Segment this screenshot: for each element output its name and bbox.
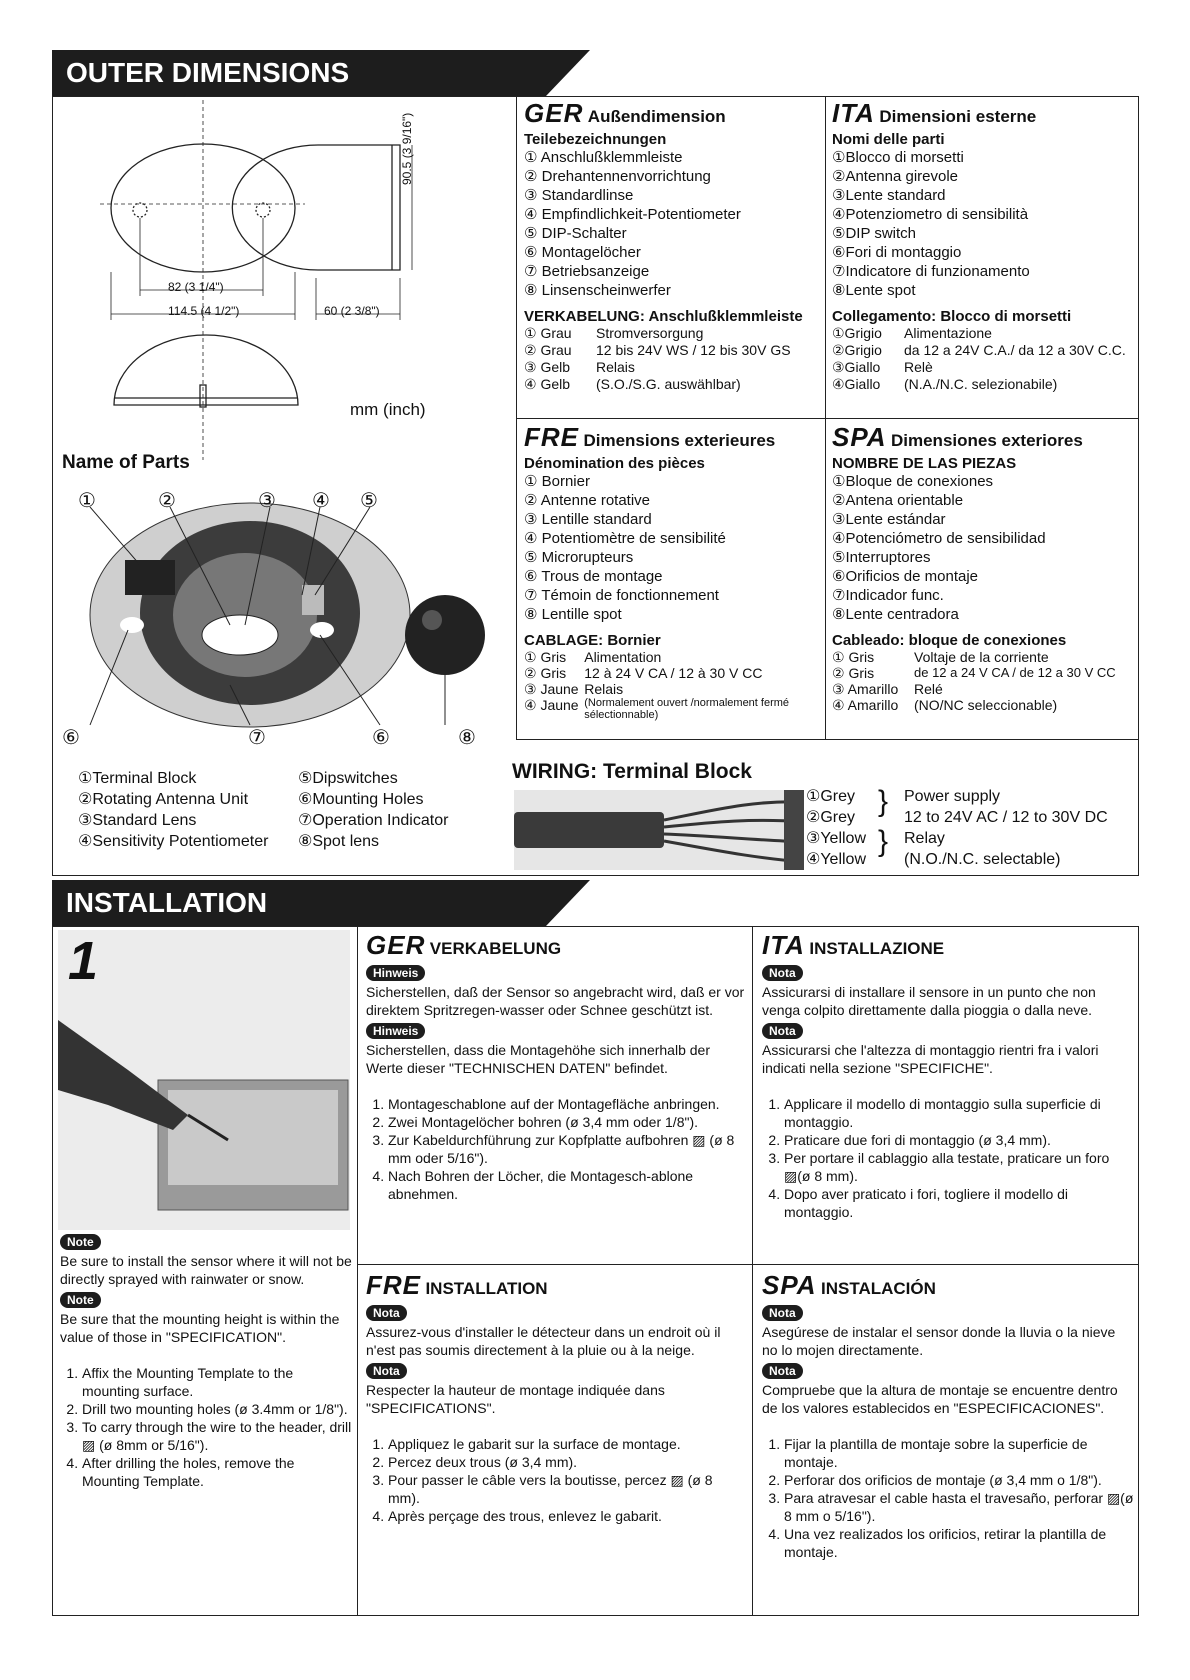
- part-item: ③Lente standard: [832, 187, 946, 204]
- part-item: ④Potenziometro di sensibilità: [832, 206, 1029, 223]
- section-title: INSTALLATION: [425, 1279, 548, 1298]
- note-badge: Hinweis: [366, 1023, 425, 1039]
- part-item: ① Bornier: [524, 473, 590, 490]
- wire-item: ②Grey: [806, 809, 856, 826]
- spa-block: [832, 422, 1132, 713]
- note-badge: Hinweis: [366, 965, 425, 981]
- part-item: ⑤ Microrupteurs: [524, 549, 634, 566]
- voltage-label: 12 à 24 V CA / 12 à 30 V CC: [584, 665, 763, 681]
- part-item: ④ Potentiomètre de sensibilité: [524, 530, 726, 547]
- note-text: Assicurarsi di installare il sensore in un punto che non venga colpito direttamente dalla pioggia o dalla neve.: [762, 984, 1096, 1018]
- step-item: 1. Appliquez le gabarit sur la surface de montage.: [388, 1435, 746, 1453]
- install-divider-v2: [752, 926, 753, 1616]
- relay-select-label: (N.A./N.C. selezionabile): [904, 376, 1058, 392]
- wire-item: ② Grau: [524, 342, 572, 358]
- power-label: Alimentation: [584, 649, 662, 665]
- step-item: 4. Nach Bohren der Löcher, die Montagesch-ablone abnehmen.: [388, 1167, 746, 1203]
- relay-label: Relé: [914, 681, 943, 697]
- fre-block: [524, 422, 820, 721]
- wire-item: ① Gris: [524, 649, 567, 665]
- install-ger: [366, 930, 746, 1203]
- lang-code: SPA: [762, 1270, 817, 1300]
- parts-title: Name of Parts: [62, 452, 190, 473]
- section-title: INSTALACIÓN: [820, 1279, 936, 1298]
- note-text: Sicherstellen, dass die Montagehöhe sich innerhalb der Werte dieser "TECHNISCHEN DATEN" befindet.: [366, 1042, 710, 1076]
- install-photo: [58, 930, 350, 1230]
- relay-select-label: (S.O./S.G. auswählbar): [596, 376, 741, 392]
- part-item: ⑤Dipswitches: [298, 770, 398, 787]
- wire-item: ④Giallo: [832, 376, 881, 392]
- wiring-specs: [904, 786, 1108, 870]
- part-item: ⑦ Témoin de fonctionnement: [524, 587, 719, 604]
- part-item: ⑦Indicador func.: [832, 587, 944, 604]
- section-title: Dimensioni esterne: [879, 107, 1037, 126]
- wire-item: ① Gris: [832, 649, 875, 665]
- callout-6a: ⑥: [62, 727, 80, 749]
- step-item: 4. Dopo aver praticato i fori, togliere il modello di montaggio.: [784, 1185, 1134, 1221]
- parts-list-col2: [298, 768, 448, 852]
- ita-block: [832, 98, 1132, 393]
- lang-code: FRE: [366, 1270, 421, 1300]
- drill-illustration: [58, 930, 350, 1230]
- note-text: Assicurarsi che l'altezza di montaggio rientri fra i valori indicati nella sezione "SPECIFICHE".: [762, 1042, 1099, 1076]
- part-item: ⑧Spot lens: [298, 833, 380, 850]
- install-en: [60, 1230, 352, 1490]
- relay-select-label: (N.O./N.C. selectable): [904, 851, 1061, 868]
- wire-item: ② Gris: [832, 665, 875, 681]
- dim-82: 82 (3 1/4"): [168, 280, 224, 294]
- part-item: ②Antena orientable: [832, 492, 964, 509]
- section-title: Dimensiones exteriores: [890, 431, 1083, 450]
- install-divider-h: [357, 1264, 1139, 1265]
- install-fre: [366, 1270, 746, 1525]
- part-item: ⑧ Linsenscheinwerfer: [524, 282, 671, 299]
- wire-item: ④ Gelb: [524, 376, 571, 392]
- part-item: ⑤Interruptores: [832, 549, 931, 566]
- lang-code: GER: [524, 98, 584, 128]
- brace-glyphs: } }: [878, 785, 889, 858]
- relay-select-label: (Normalement ouvert /normalement fermé sélectionnable): [584, 697, 790, 721]
- parts-heading: Nomi delle parti: [832, 131, 945, 148]
- callout-4: ④: [312, 490, 330, 512]
- step-item: 2. Perforar dos orificios de montaje (ø 3,4 mm o 1/8").: [784, 1471, 1134, 1489]
- part-item: ⑦ Betriebsanzeige: [524, 263, 650, 280]
- parts-list-col1: [78, 768, 268, 852]
- cable-illustration: [514, 790, 804, 870]
- note-text: Be sure to install the sensor where it will not be directly sprayed with rainwater or snow.: [60, 1253, 352, 1287]
- wiring-heading: CABLAGE: Bornier: [524, 632, 661, 649]
- step-list: [60, 1364, 352, 1490]
- wiring-wires: [806, 786, 866, 870]
- relay-label: Relè: [904, 359, 933, 375]
- step-item: 1. Montageschablone auf der Montagefläche anbringen.: [388, 1095, 746, 1113]
- wiring-heading: VERKABELUNG: Anschlußklemmleiste: [524, 308, 803, 325]
- note-badge: Nota: [762, 1363, 803, 1379]
- dim-60: 60 (2 3/8"): [324, 304, 380, 318]
- banner-title: INSTALLATION: [66, 887, 268, 918]
- part-item: ⑤ DIP-Schalter: [524, 225, 627, 242]
- voltage-label: de 12 a 24 V CA / de 12 a 30 V CC: [914, 665, 1116, 680]
- part-item: ④Sensitivity Potentiometer: [78, 833, 269, 850]
- parts-illustration: [70, 485, 490, 745]
- parts-heading: NOMBRE DE LAS PIEZAS: [832, 455, 1017, 472]
- note-text: Be sure that the mounting height is within the value of those in "SPECIFICATION".: [60, 1311, 340, 1345]
- relay-select-label: (NO/NC seleccionable): [914, 697, 1058, 713]
- note-badge: Nota: [762, 965, 803, 981]
- wire-item: ②Grigio: [832, 342, 882, 358]
- note-badge: Nota: [762, 1023, 803, 1039]
- wire-item: ③ Amarillo: [832, 681, 899, 697]
- part-item: ②Antenna girevole: [832, 168, 959, 185]
- power-label: Power supply: [904, 788, 1001, 805]
- wire-item: ④ Jaune: [524, 697, 579, 713]
- step-item: 1. Applicare il modello di montaggio sulla superficie di montaggio.: [784, 1095, 1134, 1131]
- wire-item: ④ Amarillo: [832, 697, 899, 713]
- callout-3: ③: [258, 490, 276, 512]
- part-item: ⑥Mounting Holes: [298, 791, 424, 808]
- part-item: ④ Empfindlichkeit-Potentiometer: [524, 206, 741, 223]
- step-item: 3. To carry through the wire to the header, drill ▨ (ø 8mm or 5/16").: [82, 1418, 352, 1454]
- note-badge: Nota: [366, 1305, 407, 1321]
- parts-heading: Teilebezeichnungen: [524, 131, 667, 148]
- step-item: 1. Fijar la plantilla de montaje sobre la superficie de montaje.: [784, 1435, 1134, 1471]
- step-item: 4. After drilling the holes, remove the Mounting Template.: [82, 1454, 352, 1490]
- part-item: ⑦Operation Indicator: [298, 812, 449, 829]
- unit-label: mm (inch): [350, 400, 426, 419]
- lang-code: GER: [366, 930, 426, 960]
- relay-label: Relais: [596, 359, 635, 375]
- callout-6b: ⑥: [372, 727, 390, 749]
- callout-5: ⑤: [360, 490, 378, 512]
- part-item: ② Drehantennenvorrichtung: [524, 168, 711, 185]
- wire-item: ①Grigio: [832, 325, 882, 341]
- step-item: 2. Zwei Montagelöcher bohren (ø 3,4 mm oder 1/8").: [388, 1113, 746, 1131]
- dim-90: 90.5 (3 9/16"): [400, 112, 414, 185]
- callout-7: ⑦: [248, 727, 266, 749]
- callout-8: ⑧: [458, 727, 476, 749]
- wire-item: ② Gris: [524, 665, 567, 681]
- callout-2: ②: [158, 490, 176, 512]
- wire-item: ③Giallo: [832, 359, 881, 375]
- step-item: 2. Drill two mounting holes (ø 3.4mm or 1/8").: [82, 1400, 352, 1418]
- wire-item: ③Yellow: [806, 830, 867, 847]
- outer-dimensions-banner: [52, 50, 546, 96]
- note-badge: Nota: [762, 1305, 803, 1321]
- lang-code: ITA: [762, 930, 805, 960]
- part-item: ⑥Orificios de montaje: [832, 568, 979, 585]
- note-text: Respecter la hauteur de montage indiquée dans "SPECIFICATIONS".: [366, 1382, 665, 1416]
- power-label: Stromversorgung: [596, 325, 704, 341]
- part-item: ①Blocco di morsetti: [832, 149, 964, 166]
- step-list: [366, 1095, 746, 1203]
- lang-code: SPA: [832, 422, 887, 452]
- section-title: VERKABELUNG: [429, 939, 562, 958]
- voltage-label: 12 to 24V AC / 12 to 30V DC: [904, 809, 1108, 826]
- part-item: ⑧Lente spot: [832, 282, 916, 299]
- wire-item: ④Yellow: [806, 851, 867, 868]
- relay-label: Relais: [584, 681, 624, 697]
- part-item: ③Standard Lens: [78, 812, 197, 829]
- dim-114: 114.5 (4 1/2"): [168, 304, 240, 318]
- part-item: ⑧ Lentille spot: [524, 606, 622, 623]
- part-item: ②Rotating Antenna Unit: [78, 791, 249, 808]
- power-label: Alimentazione: [904, 325, 992, 341]
- part-item: ⑧Lente centradora: [832, 606, 959, 623]
- note-badge: Note: [60, 1292, 101, 1308]
- wiring-heading: Cableado: bloque de conexiones: [832, 632, 1067, 649]
- section-title: Dimensions exterieures: [583, 431, 776, 450]
- parts-heading: Dénomination des pièces: [524, 455, 705, 472]
- part-item: ⑤DIP switch: [832, 225, 917, 242]
- install-divider-v1: [357, 926, 358, 1616]
- wiring-title: WIRING: Terminal Block: [512, 760, 752, 783]
- step-item: 3. Pour passer le câble vers la boutisse, percez ▨ (ø 8 mm).: [388, 1471, 746, 1507]
- note-text: Sicherstellen, daß der Sensor so angebracht wird, daß er vor direktem Spritzregen-wasser oder Schnee geschützt ist.: [366, 984, 745, 1018]
- wire-item: ③ Jaune: [524, 681, 579, 697]
- part-item: ⑥ Montagelöcher: [524, 244, 641, 261]
- part-item: ⑦Indicatore di funzionamento: [832, 263, 1030, 280]
- section-title: Außendimension: [587, 107, 726, 126]
- lang-code: ITA: [832, 98, 875, 128]
- step-list: [762, 1095, 1134, 1221]
- section-title: INSTALLAZIONE: [809, 939, 945, 958]
- voltage-label: 12 bis 24V WS / 12 bis 30V GS: [596, 342, 791, 358]
- part-item: ③ Lentille standard: [524, 511, 652, 528]
- part-item: ① Anschlußklemmleiste: [524, 149, 683, 166]
- grid-divider-h: [516, 418, 1139, 419]
- install-spa: [762, 1270, 1134, 1561]
- dimension-drawing: [100, 100, 530, 460]
- lang-code: FRE: [524, 422, 579, 452]
- step-item: 3. Para atravesar el cable hasta el travesaño, perforar ▨(ø 8 mm o 5/16").: [784, 1489, 1134, 1525]
- note-text: Compruebe que la altura de montaje se encuentre dentro de los valores establecidos en "ESPECIFICACIONES".: [762, 1382, 1118, 1416]
- wire-item: ③ Gelb: [524, 359, 571, 375]
- wire-item: ①Grey: [806, 788, 856, 805]
- note-text: Assurez-vous d'installer le détecteur dans un endroit où il n'est pas soumis directement à la pluie ou à la neige.: [366, 1324, 721, 1358]
- step-number: 1: [68, 931, 99, 991]
- step-item: 4. Après perçage des trous, enlevez le gabarit.: [388, 1507, 746, 1525]
- ger-block: [524, 98, 820, 393]
- step-item: 1. Affix the Mounting Template to the mounting surface.: [82, 1364, 352, 1400]
- part-item: ①Terminal Block: [78, 770, 197, 787]
- part-item: ⑥ Trous de montage: [524, 568, 663, 585]
- step-item: 2. Praticare due fori di montaggio (ø 3,4 mm).: [784, 1131, 1134, 1149]
- step-item: 4. Una vez realizados los orificios, retirar la plantilla de montaje.: [784, 1525, 1134, 1561]
- part-item: ③Lente estándar: [832, 511, 946, 528]
- relay-label: Relay: [904, 830, 945, 847]
- wiring-heading: Collegamento: Blocco di morsetti: [832, 308, 1072, 325]
- step-list: [366, 1435, 746, 1525]
- part-item: ③ Standardlinse: [524, 187, 634, 204]
- step-item: 3. Per portare il cablaggio alla testate, praticare un foro ▨(ø 8 mm).: [784, 1149, 1134, 1185]
- install-ita: [762, 930, 1134, 1221]
- part-item: ⑥Fori di montaggio: [832, 244, 962, 261]
- note-text: Asegúrese de instalar el sensor donde la lluvia o la nieve no lo mojen directamente.: [762, 1324, 1116, 1358]
- note-badge: Nota: [366, 1363, 407, 1379]
- installation-banner: [52, 880, 546, 926]
- step-item: 2. Percez deux trous (ø 3,4 mm).: [388, 1453, 746, 1471]
- note-badge: Note: [60, 1234, 101, 1250]
- callout-1: ①: [78, 490, 96, 512]
- step-item: 3. Zur Kabeldurchführung zur Kopfplatte aufbohren ▨ (ø 8 mm oder 5/16").: [388, 1131, 746, 1167]
- part-item: ④Potenciómetro de sensibilidad: [832, 530, 1046, 547]
- voltage-label: da 12 a 24V C.A./ da 12 a 30V C.C.: [904, 342, 1126, 358]
- wire-item: ① Grau: [524, 325, 572, 341]
- step-list: [762, 1435, 1134, 1561]
- part-item: ② Antenne rotative: [524, 492, 651, 509]
- banner-title: OUTER DIMENSIONS: [66, 57, 350, 88]
- part-item: ①Bloque de conexiones: [832, 473, 994, 490]
- power-label: Voltaje de la corriente: [914, 649, 1049, 665]
